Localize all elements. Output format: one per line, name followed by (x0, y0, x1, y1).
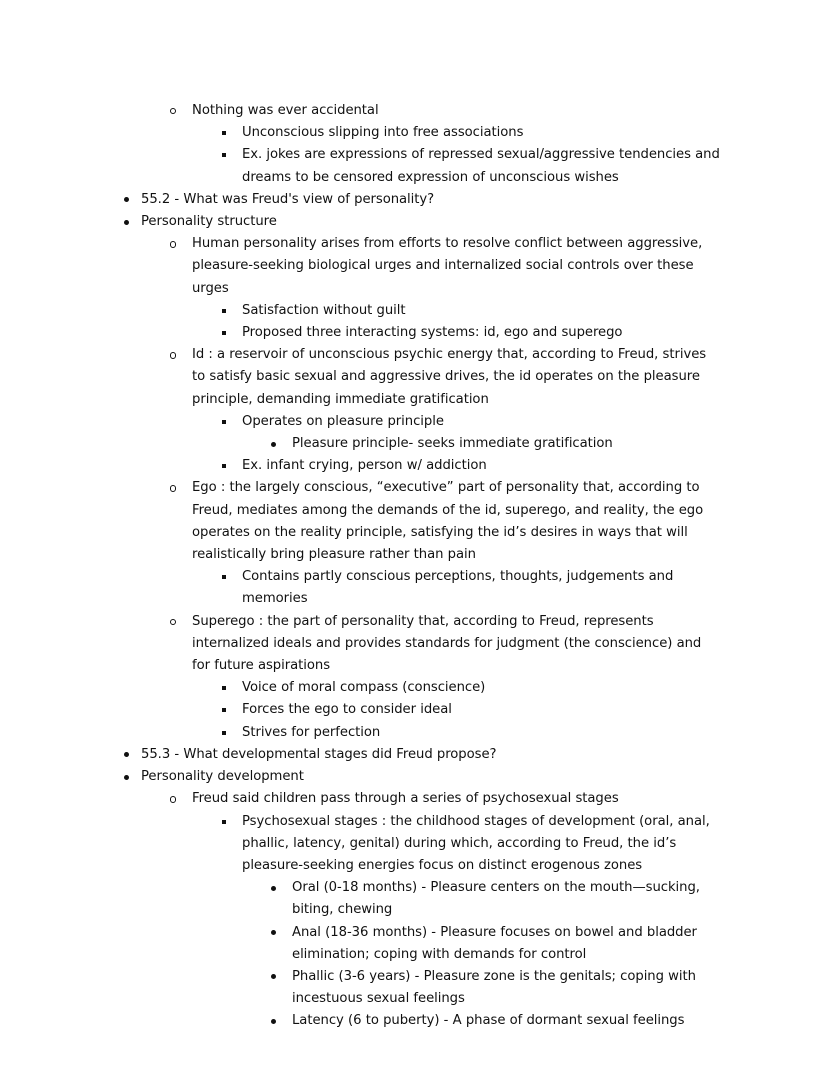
outline-item-text: Latency (6 to puberty) - A phase of dormant sexual feelings (292, 1013, 685, 1029)
outline-item (0, 433, 828, 455)
filled-disc-bullet-icon (124, 775, 129, 780)
filled-square-bullet-icon (222, 331, 226, 335)
outline-item-text: Satisfaction without guilt (242, 302, 406, 318)
filled-disc-bullet-icon (124, 220, 129, 225)
outline-item-text: Contains partly conscious perceptions, thoughts, judgements and memories (242, 569, 674, 607)
filled-disc-bullet-icon (271, 886, 276, 891)
outline-item (0, 766, 828, 788)
outline-item (0, 477, 828, 566)
outline-item-text: Anal (18-36 months) - Pleasure focuses on bowel and bladder elimination; coping with demands for control (292, 924, 697, 962)
outline-item (0, 611, 828, 678)
outline-item (0, 966, 828, 1010)
outline-item-text: Freud said children pass through a series of psychosexual stages (192, 791, 619, 807)
outline-item (0, 566, 828, 610)
outline-item-text: Ex. infant crying, person w/ addiction (242, 458, 487, 474)
outline-item (0, 344, 828, 411)
outline-item-text: Voice of moral compass (conscience) (242, 680, 486, 696)
filled-square-bullet-icon (222, 708, 226, 712)
outline-item (0, 788, 828, 810)
filled-disc-bullet-icon (271, 1019, 276, 1024)
filled-square-bullet-icon (222, 153, 226, 157)
filled-square-bullet-icon (222, 464, 226, 468)
hollow-circle-bullet-icon (170, 619, 176, 625)
outline-item-text: Id : a reservoir of unconscious psychic energy that, according to Freud, strives to satisfy basic sexual and aggressive drives, the id operates on the pleasure principle, demanding immediate gratification (192, 347, 707, 407)
outline-item-text: Psychosexual stages : the childhood stages of development (oral, anal, phallic, latency, genital) during which, according to Freud, the id’s pleasure-seeking energies focus on distinct erogenous zones (242, 813, 710, 873)
outline-item (0, 699, 828, 721)
outline-item (0, 144, 828, 188)
outline-item (0, 322, 828, 344)
outline-item (0, 922, 828, 966)
hollow-circle-bullet-icon (170, 796, 176, 802)
outline-item-text: Forces the ego to consider ideal (242, 702, 452, 718)
outline-item-text: Proposed three interacting systems: id, ego and superego (242, 325, 623, 341)
outline-item-text: Personality development (141, 769, 304, 785)
hollow-circle-bullet-icon (170, 485, 176, 491)
outline-item (0, 233, 828, 300)
outline-item (0, 677, 828, 699)
outline-item-text: Phallic (3-6 years) - Pleasure zone is the genitals; coping with incestuous sexual feelings (292, 968, 696, 1007)
hollow-circle-bullet-icon (170, 108, 176, 114)
filled-square-bullet-icon (222, 820, 226, 824)
outline-item-text: Strives for perfection (242, 724, 381, 740)
filled-disc-bullet-icon (124, 197, 129, 202)
outline-item (0, 877, 828, 921)
outline-item (0, 455, 828, 477)
outline-item (0, 744, 828, 766)
outline-item-text: Unconscious slipping into free associations (242, 125, 524, 141)
outline-item (0, 100, 828, 122)
filled-disc-bullet-icon (271, 974, 276, 979)
filled-square-bullet-icon (222, 309, 226, 313)
hollow-circle-bullet-icon (170, 352, 176, 358)
outline-item-text: Human personality arises from efforts to resolve conflict between aggressive, pleasure-seeking biological urges and internalized social controls over these urges (192, 236, 703, 296)
hollow-circle-bullet-icon (170, 241, 176, 247)
outline-item-text: 55.2 - What was Freud's view of personality? (141, 191, 435, 207)
outline-item (0, 122, 828, 144)
outline-item (0, 300, 828, 322)
outline-item-text: Personality structure (141, 214, 277, 230)
filled-disc-bullet-icon (271, 930, 276, 935)
outline-item (0, 189, 828, 211)
outline-item-text: Nothing was ever accidental (192, 103, 379, 118)
filled-square-bullet-icon (222, 420, 226, 424)
outline-item-text: Pleasure principle- seeks immediate gratification (292, 436, 613, 452)
outline-item-text: Ex. jokes are expressions of repressed sexual/aggressive tendencies and dreams to be censored expression of unconscious wishes (242, 147, 720, 185)
outline-item-text: Ego : the largely conscious, “executive” part of personality that, according to Freud, mediates among the demands of the id, superego, and reality, the ego operates on the reality principle, satisfying the id’s desires in ways that will realistically bring pleasure rather than pain (192, 480, 704, 563)
filled-square-bullet-icon (222, 731, 226, 735)
outline-item-text: Superego : the part of personality that, according to Freud, represents internalized ideals and provides standards for judgment (the conscience) and for future aspirations (192, 613, 702, 674)
filled-disc-bullet-icon (271, 442, 276, 447)
filled-square-bullet-icon (222, 131, 226, 135)
outline-item (0, 411, 828, 433)
outline-item (0, 1010, 828, 1032)
outline-item (0, 211, 828, 233)
outline-item-text: 55.3 - What developmental stages did Freud propose? (141, 746, 497, 762)
outline-item-text: Oral (0-18 months) - Pleasure centers on the mouth—sucking, biting, chewing (292, 880, 700, 918)
outline-item-text: Operates on pleasure principle (242, 413, 444, 429)
filled-square-bullet-icon (222, 575, 226, 579)
filled-disc-bullet-icon (124, 752, 129, 757)
outline-item (0, 811, 828, 878)
filled-square-bullet-icon (222, 686, 226, 690)
outline-list (0, 100, 828, 1033)
outline-item (0, 722, 828, 744)
